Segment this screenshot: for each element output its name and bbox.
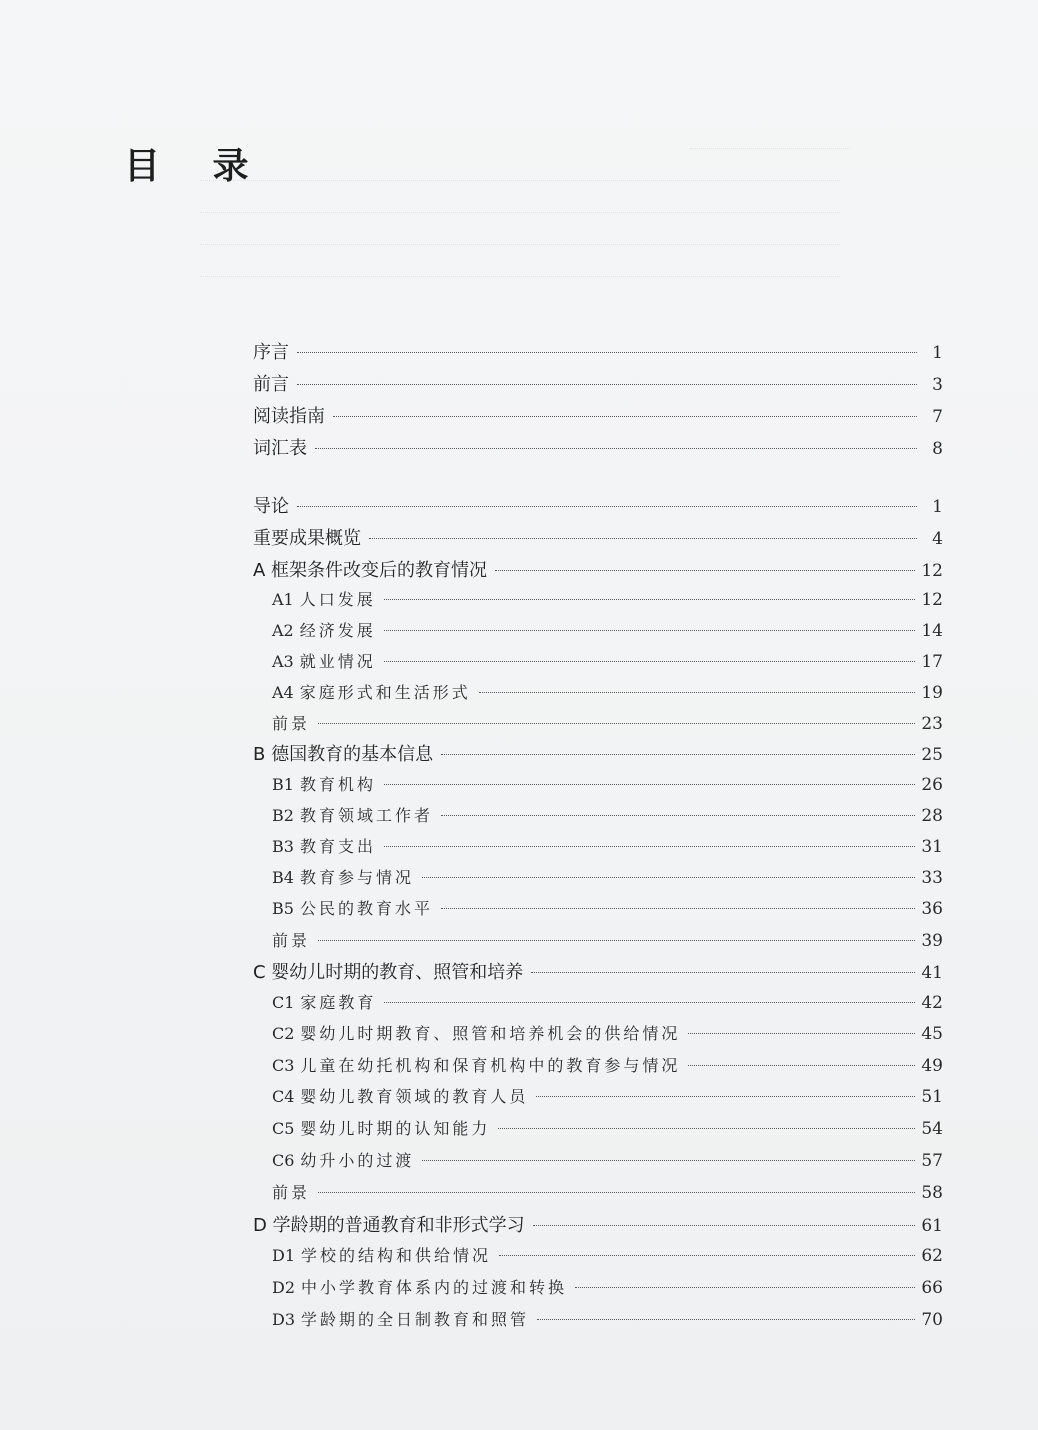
toc-subentry[interactable] — [272, 834, 943, 857]
toc-subentry-label — [272, 649, 376, 672]
toc-subentry-label — [272, 618, 376, 641]
toc-subentry-page: 17 — [921, 652, 943, 672]
toc-subentry[interactable] — [272, 1243, 943, 1266]
toc-entry-page: 3 — [932, 375, 943, 395]
toc-subentry-code: C5 — [272, 1119, 295, 1138]
toc-subentry-label — [272, 803, 433, 826]
toc-subentry-page: 12 — [921, 590, 943, 610]
toc-entry[interactable] — [253, 370, 943, 396]
toc-entry-page: 1 — [932, 343, 943, 363]
toc-subentry-label — [272, 1243, 491, 1266]
toc-subentry-label — [272, 587, 376, 610]
toc-subentry-title: 家庭教育 — [300, 993, 377, 1012]
toc-subentry-code: A2 — [272, 621, 294, 640]
toc-subentry[interactable] — [272, 1053, 943, 1076]
toc-subentry-label — [272, 1180, 310, 1203]
toc-entry[interactable] — [253, 740, 943, 766]
toc-subentry-page: 33 — [921, 868, 943, 888]
toc-subentry-code: B2 — [272, 806, 294, 825]
toc-entry-page: 61 — [921, 1216, 943, 1236]
toc-subentry-label — [272, 772, 376, 795]
toc-subentry-title: 经济发展 — [299, 621, 376, 640]
toc-subentry-page: 51 — [921, 1087, 943, 1107]
toc-subentry-code: C6 — [272, 1151, 295, 1170]
toc-subentry-label — [272, 928, 310, 951]
dot-leader — [297, 352, 917, 353]
toc-subentry-page: 36 — [921, 899, 943, 919]
toc-subentry-page: 54 — [921, 1119, 943, 1139]
toc-entry-label: C 婴幼儿时期的教育、照管和培养 — [253, 962, 524, 983]
toc-subentry-label — [272, 896, 433, 919]
dot-leader — [297, 506, 917, 507]
toc-subentry[interactable] — [272, 587, 943, 610]
toc-entry-page: 25 — [921, 745, 943, 765]
toc-subentry-title: 婴幼儿时期的认知能力 — [300, 1119, 491, 1138]
toc-entry-label: 重要成果概览 — [253, 528, 361, 549]
toc-subentry[interactable] — [272, 1180, 943, 1203]
toc-subentry-title: 婴幼儿时期教育、照管和培养机会的供给情况 — [300, 1024, 681, 1043]
toc-subentry-label — [272, 1084, 528, 1107]
toc-subentry[interactable] — [272, 618, 943, 641]
toc-subentry-title: 幼升小的过渡 — [300, 1151, 415, 1170]
toc-subentry[interactable] — [272, 1084, 943, 1107]
toc-subentry[interactable] — [272, 1116, 943, 1139]
toc-subentry-title: 家庭形式和生活形式 — [299, 683, 471, 702]
toc-subentry-page: 58 — [921, 1183, 943, 1203]
toc-subentry-code: C2 — [272, 1024, 295, 1043]
toc-subentry[interactable] — [272, 803, 943, 826]
toc-subentry-page: 26 — [921, 775, 943, 795]
toc-subentry[interactable] — [272, 990, 943, 1013]
toc-subentry-label — [272, 990, 376, 1013]
toc-subentry-page: 66 — [921, 1278, 943, 1298]
toc-subentry-page: 23 — [921, 714, 943, 734]
toc-subentry-code: C3 — [272, 1056, 295, 1075]
toc-entry[interactable] — [253, 434, 943, 460]
dot-leader — [422, 877, 915, 878]
dot-leader — [441, 754, 915, 755]
toc-entry-label: 导论 — [253, 496, 289, 517]
toc-subentry-code: B4 — [272, 868, 294, 887]
toc-subentry[interactable] — [272, 928, 943, 951]
toc-subentry-title: 教育参与情况 — [299, 868, 414, 887]
dot-leader — [384, 784, 915, 785]
toc-subentry-code: A1 — [272, 590, 294, 609]
dot-leader — [297, 384, 917, 385]
toc-subentry-page: 28 — [921, 806, 943, 826]
dot-leader — [498, 1128, 915, 1129]
toc-subentry-title: 学龄期的全日制教育和照管 — [301, 1310, 530, 1329]
toc-entry[interactable] — [253, 402, 943, 428]
dot-leader — [688, 1033, 915, 1034]
toc-entry[interactable] — [253, 492, 943, 518]
toc-entry-page: 8 — [932, 439, 943, 459]
toc-subentry[interactable] — [272, 1021, 943, 1044]
toc-subentry[interactable] — [272, 896, 943, 919]
dot-leader — [479, 692, 916, 693]
toc-subentry-title: 就业情况 — [299, 652, 376, 671]
toc-entry-page: 12 — [921, 561, 943, 581]
toc-subentry-code: D3 — [272, 1310, 296, 1329]
dot-leader — [575, 1287, 915, 1288]
toc-subentry-label — [272, 680, 471, 703]
toc-subentry[interactable] — [272, 1307, 943, 1330]
toc-entry-label: 阅读指南 — [253, 406, 325, 427]
dot-leader — [441, 815, 915, 816]
toc-subentry-title: 儿童在幼托机构和保育机构中的教育参与情况 — [300, 1056, 681, 1075]
dot-leader — [531, 972, 915, 973]
toc-subentry-label — [272, 1053, 680, 1076]
toc-subentry-title: 教育支出 — [299, 837, 376, 856]
toc-subentry-label — [272, 1275, 567, 1298]
toc-subentry-label — [272, 1307, 529, 1330]
dot-leader — [384, 1002, 915, 1003]
toc-subentry-label — [272, 865, 414, 888]
toc-subentry-title: 教育领域工作者 — [299, 806, 433, 825]
toc-subentry[interactable] — [272, 649, 943, 672]
dot-leader — [318, 1192, 915, 1193]
toc-subentry-code: C1 — [272, 993, 295, 1012]
toc-subentry[interactable] — [272, 711, 943, 734]
toc-subentry-page: 62 — [921, 1246, 943, 1266]
toc-subentry-title: 前景 — [272, 931, 311, 950]
dot-leader — [495, 570, 915, 571]
toc-entry[interactable] — [253, 338, 943, 364]
toc-subentry-title: 婴幼儿教育领域的教育人员 — [300, 1087, 529, 1106]
toc-subentry-label — [272, 1021, 680, 1044]
toc-subentry-page: 49 — [921, 1056, 943, 1076]
dot-leader — [536, 1096, 915, 1097]
toc-entry-label: 序言 — [253, 342, 289, 363]
toc-subentry-title: 前景 — [272, 1183, 311, 1202]
dot-leader — [537, 1319, 915, 1320]
dot-leader — [441, 908, 915, 909]
dot-leader — [533, 1225, 916, 1226]
toc-subentry-title: 中小学教育体系内的过渡和转换 — [301, 1278, 568, 1297]
dot-leader — [318, 723, 915, 724]
toc-subentry-page: 39 — [921, 931, 943, 951]
dot-leader — [315, 448, 917, 449]
dot-leader — [384, 661, 916, 662]
toc-subentry-code: B3 — [272, 837, 294, 856]
dot-leader — [333, 416, 917, 417]
toc-subentry-page: 70 — [921, 1310, 943, 1330]
toc-entry-page: 7 — [932, 407, 943, 427]
dot-leader — [384, 630, 916, 631]
toc-subentry-label — [272, 1116, 490, 1139]
toc-subentry-code: A4 — [272, 683, 294, 702]
toc-subentry-label — [272, 1148, 414, 1171]
toc-entry[interactable] — [253, 556, 943, 582]
toc-subentry-code: A3 — [272, 652, 294, 671]
toc-subentry-code: C4 — [272, 1087, 295, 1106]
toc-entry-page: 41 — [921, 963, 943, 983]
toc-entry-label: A 框架条件改变后的教育情况 — [253, 560, 488, 581]
toc-subentry[interactable] — [272, 1275, 943, 1298]
dot-leader — [369, 538, 917, 539]
toc-subentry-title: 人口发展 — [299, 590, 376, 609]
toc-subentry[interactable] — [272, 1148, 943, 1171]
toc-entry-label: B 德国教育的基本信息 — [253, 744, 434, 765]
toc-subentry-page: 42 — [921, 993, 943, 1013]
toc-entry[interactable] — [253, 524, 943, 550]
page-title: 目 录 — [124, 146, 269, 187]
toc-subentry-label — [272, 711, 310, 734]
toc-entry-page: 1 — [932, 497, 943, 517]
toc-entry[interactable] — [253, 1211, 943, 1237]
dot-leader — [688, 1065, 915, 1066]
toc-subentry-title: 教育机构 — [299, 775, 376, 794]
toc-entry-label: D 学龄期的普通教育和非形式学习 — [253, 1215, 525, 1236]
dot-leader — [384, 599, 916, 600]
toc-subentry-title: 公民的教育水平 — [299, 899, 433, 918]
toc-subentry[interactable] — [272, 680, 943, 703]
toc-entry-label: 词汇表 — [253, 438, 307, 459]
toc-entry[interactable] — [253, 958, 943, 984]
dot-leader — [422, 1160, 915, 1161]
toc-subentry-page: 57 — [921, 1151, 943, 1171]
toc-subentry-code: B5 — [272, 899, 294, 918]
toc-entry-page: 4 — [932, 529, 943, 549]
dot-leader — [384, 846, 915, 847]
toc-subentry-label — [272, 834, 376, 857]
toc-subentry[interactable] — [272, 865, 943, 888]
toc-subentry-code: B1 — [272, 775, 294, 794]
toc-subentry-title: 学校的结构和供给情况 — [301, 1246, 492, 1265]
toc-subentry-page: 19 — [921, 683, 943, 703]
toc-subentry-code: D1 — [272, 1246, 296, 1265]
toc-subentry-title: 前景 — [272, 714, 311, 733]
toc-subentry-page: 14 — [921, 621, 943, 641]
toc-subentry-code: D2 — [272, 1278, 296, 1297]
toc-subentry-page: 31 — [921, 837, 943, 857]
toc-subentry-page: 45 — [921, 1024, 943, 1044]
toc-subentry[interactable] — [272, 772, 943, 795]
toc-entry-label: 前言 — [253, 374, 289, 395]
dot-leader — [499, 1255, 915, 1256]
dot-leader — [318, 940, 915, 941]
